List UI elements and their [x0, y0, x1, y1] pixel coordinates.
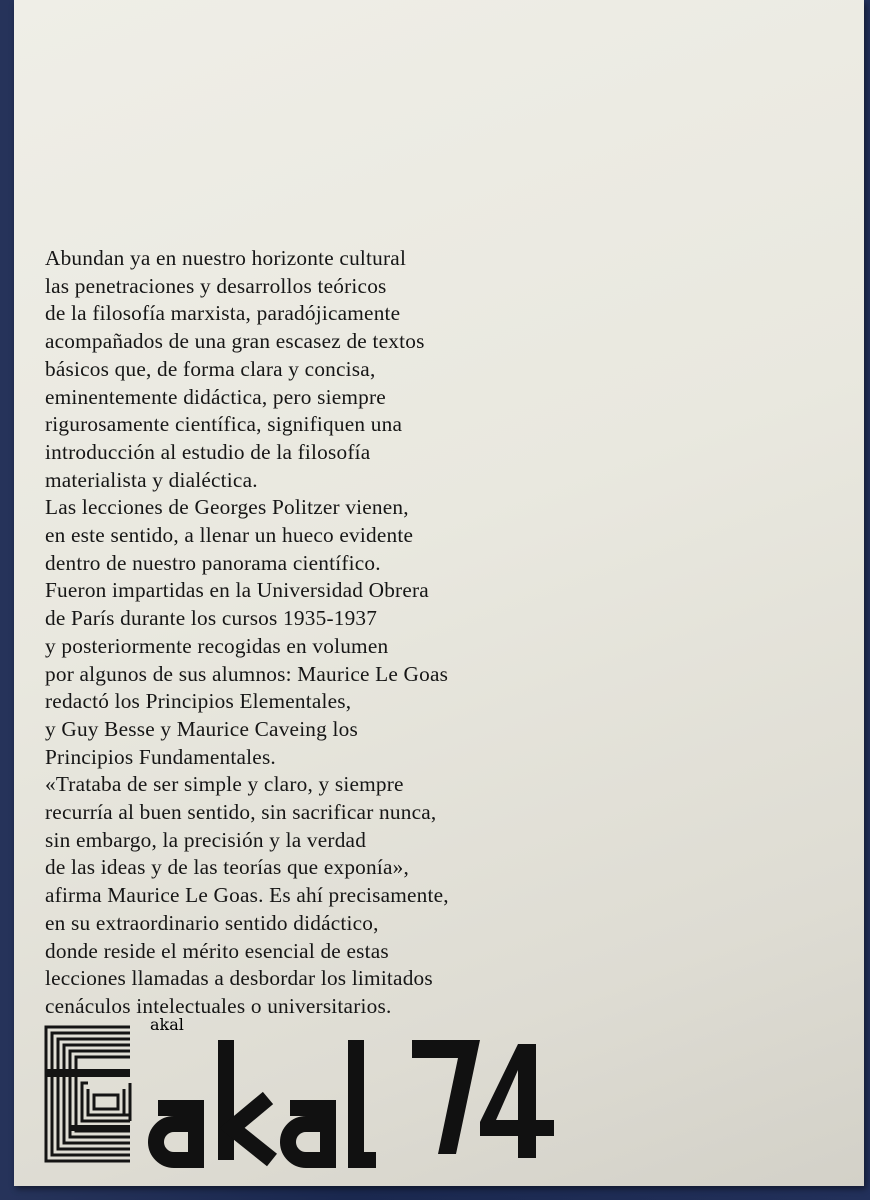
blurb-line: en este sentido, a llenar un hueco evidente [45, 523, 414, 548]
blurb-line: donde reside el mérito esencial de estas [45, 938, 389, 963]
cover-blurb [45, 245, 605, 1021]
blurb-line: y Guy Besse y Maurice Caveing los [45, 716, 358, 741]
blurb-line: Fueron impartidas en la Universidad Obrera [45, 578, 429, 603]
blurb-line: cenáculos intelectuales o universitarios. [45, 993, 392, 1018]
blurb-line: Principios Fundamentales. [45, 744, 276, 769]
blurb-line: afirma Maurice Le Goas. Es ahí precisamente, [45, 883, 449, 908]
blurb-line: básicos que, de forma clara y concisa, [45, 356, 376, 381]
blurb-line: por algunos de sus alumnos: Maurice Le Goas [45, 661, 449, 686]
blurb-line: lecciones llamadas a desbordar los limitados [45, 966, 433, 991]
akal-lettering [156, 1040, 376, 1160]
blurb-line: Abundan ya en nuestro horizonte cultural [45, 246, 407, 270]
blurb-line: de París durante los cursos 1935-1937 [45, 606, 378, 631]
blurb-line: acompañados de una gran escasez de textos [45, 329, 425, 354]
blurb-line: «Trataba de ser simple y claro, y siempre [45, 772, 404, 797]
blurb-line: en su extraordinario sentido didáctico, [45, 910, 379, 935]
series-number-74 [412, 1040, 554, 1158]
publisher-logo-icon [44, 1025, 132, 1163]
blurb-line: rigurosamente científica, signifiquen una [45, 412, 403, 437]
blurb-line: y posteriormente recogidas en volumen [45, 633, 389, 658]
blurb-line: sin embargo, la precisión y la verdad [45, 827, 367, 852]
blurb-line: eminentemente didáctica, pero siempre [45, 384, 386, 409]
blurb-line: materialista y dialéctica. [45, 467, 258, 492]
blurb-line: introducción al estudio de la filosofía [45, 439, 371, 464]
blurb-line: dentro de nuestro panorama científico. [45, 550, 381, 575]
publisher-wordmark [150, 1015, 570, 1170]
blurb-line: recurría al buen sentido, sin sacrificar nunca, [45, 800, 437, 825]
wordmark-text: akal [150, 1015, 184, 1034]
blurb-line: redactó los Principios Elementales, [45, 689, 352, 714]
blurb-line: de las ideas y de las teorías que exponía», [45, 855, 410, 880]
blurb-line: de la filosofía marxista, paradójicamente [45, 301, 401, 326]
blurb-line: las penetraciones y desarrollos teóricos [45, 273, 387, 298]
blurb-line: Las lecciones de Georges Politzer vienen, [45, 495, 409, 520]
